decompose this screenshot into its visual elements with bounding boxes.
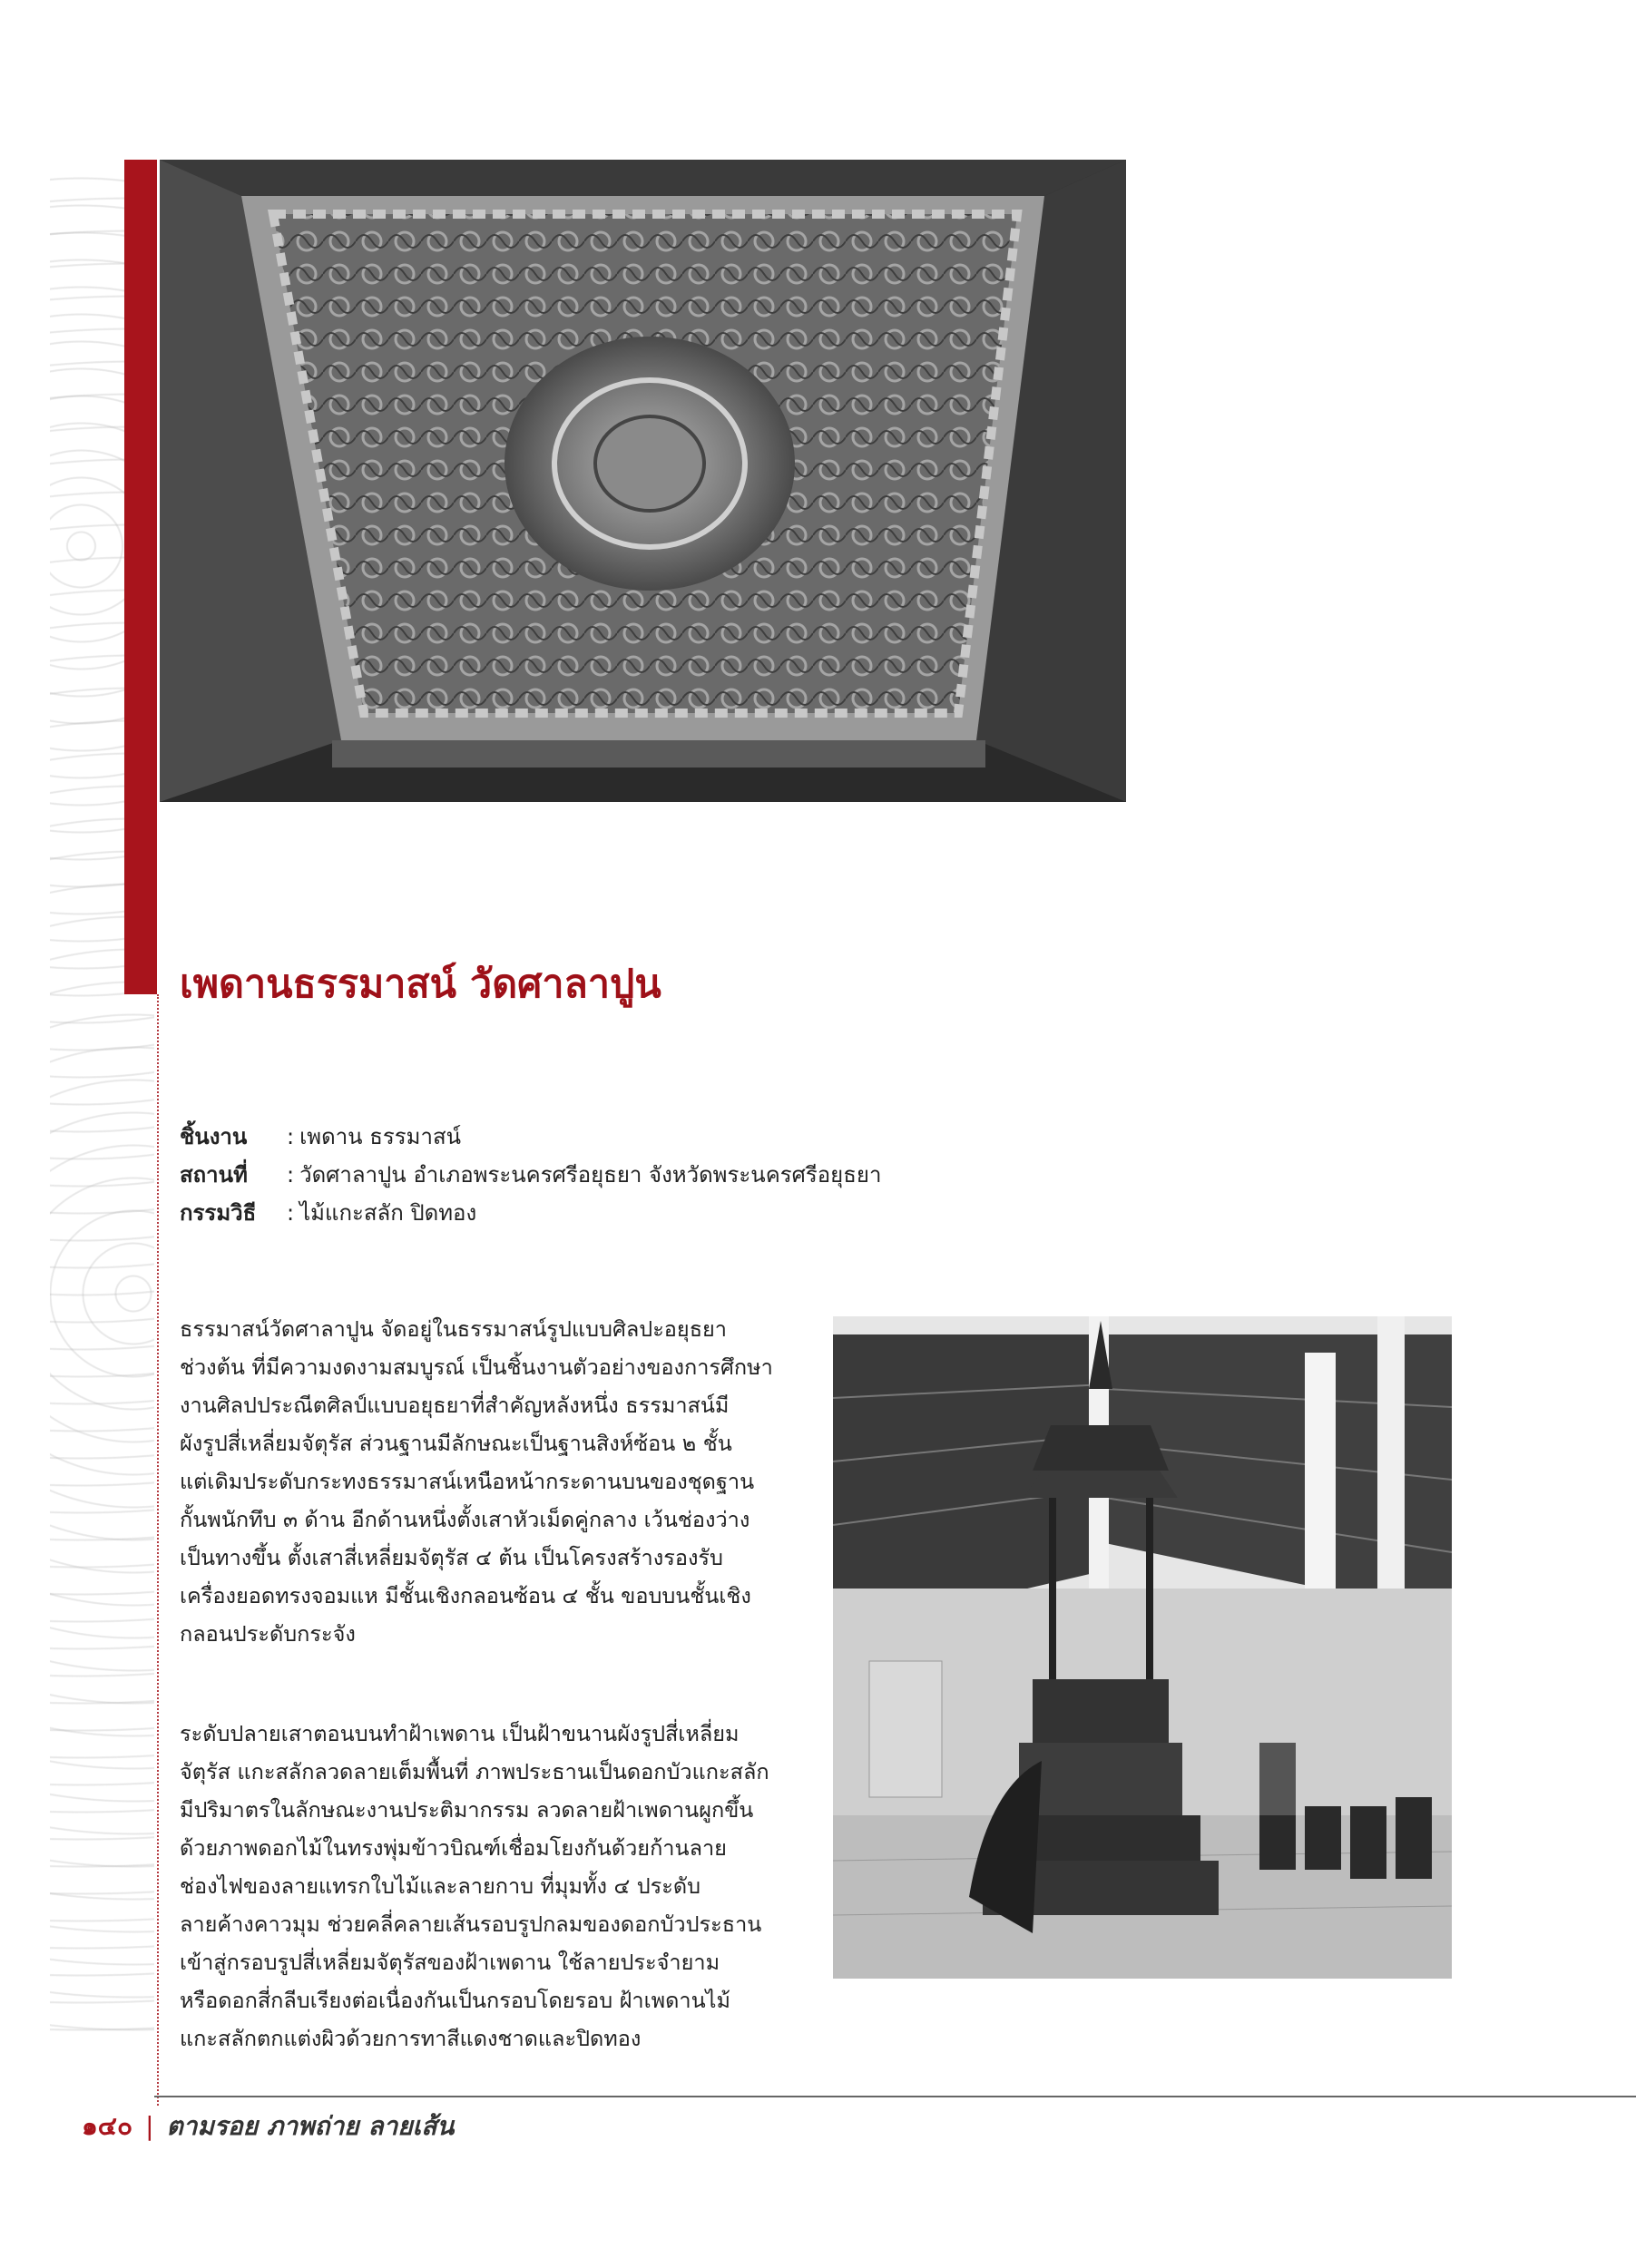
text-line: ช่องไฟของลายแทรกใบไม้และลายกาบ ที่มุมทั้ง ๔ ประดับ [180, 1873, 701, 1899]
paragraph-1 [180, 1310, 797, 1653]
text-line: จัตุรัส แกะสลักลวดลายเต็มพื้นที่ ภาพประธานเป็นดอกบัวแกะสลัก [180, 1759, 769, 1784]
detail-row-technique [180, 1194, 881, 1232]
accent-bar [124, 160, 157, 994]
footer-rule [154, 2096, 1636, 2097]
text-line: ลายค้างคาวมุม ช่วยคลี่คลายเส้นรอบรูปกลมของดอกบัวประธาน [180, 1911, 762, 1937]
text-line: เป็นทางขึ้น ตั้งเสาสี่เหลี่ยมจัตุรัส ๔ ต้น เป็นโครงสร้างรองรับ [180, 1545, 723, 1570]
page-footer [82, 2107, 454, 2146]
text-line: งานศิลปประณีตศิลป์แบบอยุธยาที่สำคัญหลังหนึ่ง ธรรมาสน์มี [180, 1393, 730, 1418]
ceiling-photo [160, 160, 1126, 802]
detail-key: กรรมวิธี [180, 1200, 257, 1226]
detail-key: สถานที่ [180, 1162, 248, 1188]
text-line: ช่วงต้น ที่มีความงดงามสมบูรณ์ เป็นชิ้นงานตัวอย่างของการศึกษา [180, 1354, 773, 1380]
detail-value: ไม้แกะสลัก ปิดทอง [299, 1200, 477, 1226]
paragraph-2 [180, 1715, 797, 2058]
text-line: ธรรมาสน์วัดศาลาปูน จัดอยู่ในธรรมาสน์รูปแบบศิลปะอยุธยา [180, 1316, 728, 1342]
text-line: กั้นพนักทึบ ๓ ด้าน อีกด้านหนึ่งตั้งเสาหัวเม็ดคู่กลาง เว้นช่องว่าง [180, 1507, 750, 1532]
text-line: ด้วยภาพดอกไม้ในทรงพุ่มข้าวบิณฑ์เชื่อมโยงกันด้วยก้านลาย [180, 1835, 727, 1861]
text-line: มีปริมาตรในลักษณะงานประติมากรรม ลวดลายฝ้าเพดานผูกขึ้น [180, 1797, 754, 1823]
text-line: กลอนประดับกระจัง [180, 1621, 356, 1647]
text-line: เข้าสู่กรอบรูปสี่เหลี่ยมจัตุรัสของฝ้าเพดาน ใช้ลายประจำยาม [180, 1950, 720, 1975]
text-line: เครื่องยอดทรงจอมแห มีชั้นเชิงกลอนซ้อน ๔ ชั้น ขอบบนชั้นเชิง [180, 1583, 751, 1608]
detail-separator: : [287, 1162, 295, 1188]
text-line: แต่เดิมประดับกระทงธรรมาสน์เหนือหน้ากระดานบนของชุดฐาน [180, 1469, 755, 1494]
text-line: ผังรูปสี่เหลี่ยมจัตุรัส ส่วนฐานมีลักษณะเป็นฐานสิงห์ซ้อน ๒ ชั้น [180, 1431, 732, 1456]
page-number: ๑๔๐ [82, 2111, 133, 2141]
detail-separator: : [287, 1124, 295, 1149]
detail-row-location [180, 1156, 881, 1194]
text-line: ระดับปลายเสาตอนบนทำฝ้าเพดาน เป็นฝ้าขนานผังรูปสี่เหลี่ยม [180, 1721, 740, 1746]
text-line: หรือดอกสี่กลีบเรียงต่อเนื่องกันเป็นกรอบโดยรอบ ฝ้าเพดานไม้ [180, 1988, 730, 2013]
detail-row-work [180, 1118, 881, 1156]
detail-value: เพดาน ธรรมาสน์ [299, 1124, 461, 1149]
dotted-rule [157, 994, 159, 2106]
text-line: แกะสลักตกแต่งผิวด้วยการทาสีแดงชาดและปิดทอง [180, 2026, 642, 2051]
detail-key: ชิ้นงาน [180, 1124, 248, 1149]
detail-separator: : [287, 1200, 295, 1226]
book-title: ตามรอย ภาพถ่าย ลายเส้น [166, 2111, 455, 2141]
detail-value: วัดศาลาปูน อำเภอพระนครศรีอยุธยา จังหวัดพระนครศรีอยุธยา [299, 1162, 882, 1188]
pulpit-photo [833, 1316, 1452, 1979]
details-list [180, 1118, 881, 1232]
footer-divider: | [145, 2111, 154, 2141]
page-title: เพดานธรรมาสน์ วัดศาลาปูน [180, 962, 661, 1007]
